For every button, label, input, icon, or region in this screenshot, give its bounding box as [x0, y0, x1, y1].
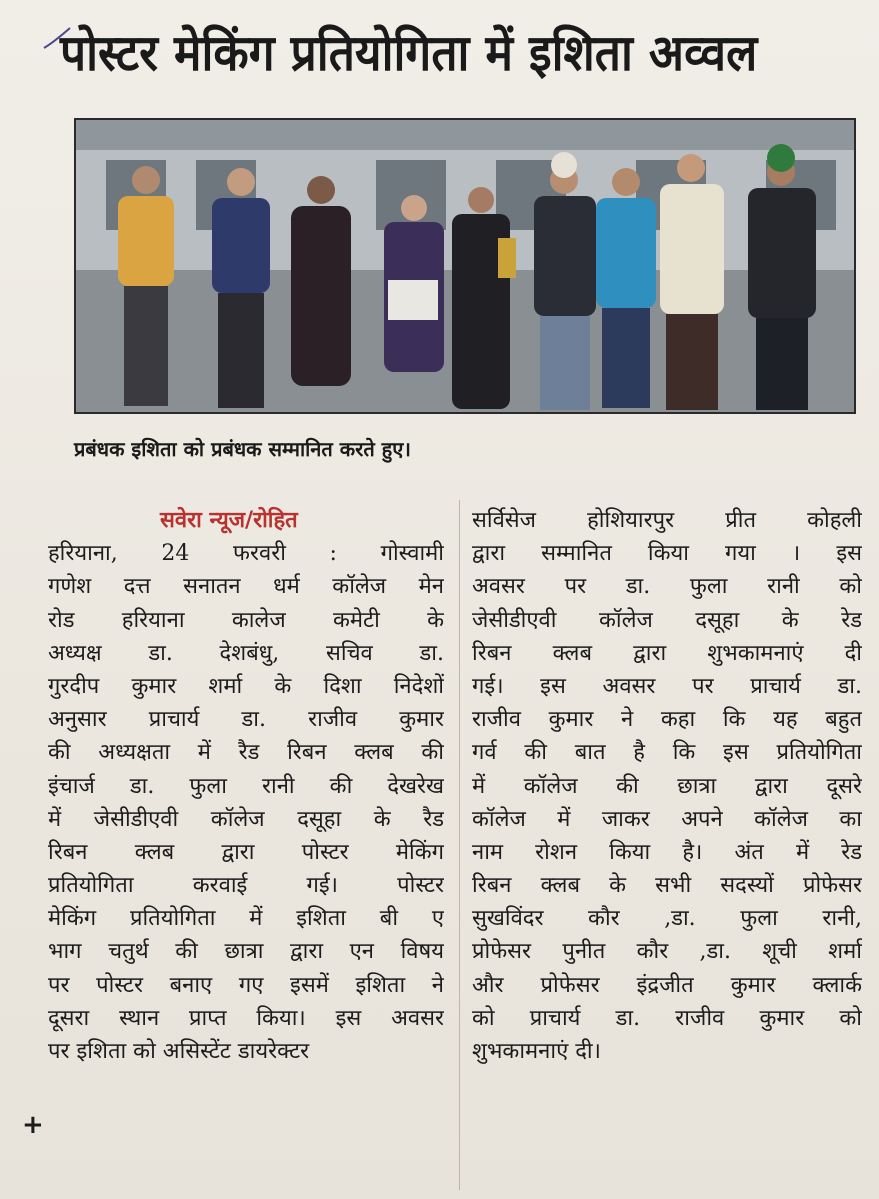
article-line: गई। इस अवसर पर प्राचार्य डा. — [472, 673, 862, 699]
margin-plus-mark: + — [22, 1110, 44, 1140]
article-line: रिबन क्लब के सभी सदस्यों प्रोफेसर — [472, 873, 862, 899]
article-line: को प्राचार्य डा. राजीव कुमार को — [472, 1005, 862, 1031]
article-line: प्रतियोगिता करवाई गई। पोस्टर — [48, 873, 444, 899]
article-line: भाग चतुर्थ की छात्रा द्वारा एन विषय — [48, 939, 444, 965]
article-line: और प्रोफेसर इंद्रजीत कुमार क्लार्क — [472, 972, 862, 998]
article-line: पर इशिता को असिस्टेंट डायरेक्टर — [48, 1039, 310, 1064]
article-line: मेकिंग प्रतियोगिता में इशिता बी ए — [48, 906, 444, 932]
article-line: कॉलेज में जाकर अपने कॉलेज का — [472, 806, 862, 832]
article-line: गणेश दत्त सनातन धर्म कॉलेज मेन — [48, 574, 444, 600]
article-line: सुखविंदर कौर ,डा. फुला रानी, — [472, 906, 862, 932]
article-line: शुभकामनाएं दी। — [472, 1039, 601, 1064]
article-line: रोड हरियाना कालेज कमेटी के — [48, 607, 444, 633]
article-line: अवसर पर डा. फुला रानी को — [472, 574, 862, 600]
article-line: में जेसीडीएवी कॉलेज दसूहा के रैड — [48, 806, 444, 832]
article-line: नाम रोशन किया है। अंत में रेड — [472, 839, 862, 865]
article-line: में कॉलेज की छात्रा द्वारा दूसरे — [472, 773, 862, 799]
column-divider — [459, 500, 460, 1190]
article-line: प्रोफेसर पुनीत कौर ,डा. शूची शर्मा — [472, 939, 862, 965]
group-photo-illustration — [76, 120, 854, 412]
article-line: राजीव कुमार ने कहा कि यह बहुत — [472, 707, 862, 733]
article-line: अनुसार प्राचार्य डा. राजीव कुमार — [48, 707, 444, 733]
article-column-right — [472, 504, 862, 1068]
article-line: की अध्यक्षता में रैड रिबन क्लब की — [48, 740, 444, 766]
article-line: हरियाना, 24 फरवरी : गोस्वामी — [48, 541, 444, 567]
photo-caption: प्रबंधक इशिता को प्रबंधक सम्मानित करते हुए। — [74, 437, 411, 461]
article-line: अध्यक्ष डा. देशबंधु, सचिव डा. — [48, 640, 444, 666]
article-line: गुरदीप कुमार शर्मा के दिशा निदेशों — [48, 673, 444, 699]
article-line: जेसीडीएवी कॉलेज दसूहा के रेड — [472, 607, 862, 633]
article-line: सर्विसेज होशियारपुर प्रीत कोहली — [472, 508, 862, 533]
article-line: गर्व की बात है कि इस प्रतियोगिता — [472, 740, 862, 766]
article-line: इंचार्ज डा. फुला रानी की देखरेख — [48, 773, 444, 799]
article-line: पर पोस्टर बनाए गए इसमें इशिता ने — [48, 972, 444, 998]
article-line: द्वारा सम्मानित किया गया । इस — [472, 541, 862, 567]
headline: पोस्टर मेकिंग प्रतियोगिता में इशिता अव्वल — [60, 24, 758, 82]
article-line: रिबन क्लब द्वारा पोस्टर मेकिंग — [48, 839, 444, 865]
byline: सवेरा न्यूज/रोहित — [160, 508, 298, 533]
article-line: दूसरा स्थान प्राप्त किया। इस अवसर — [48, 1005, 444, 1031]
article-line: रिबन क्लब द्वारा शुभकामनाएं दी — [472, 640, 862, 666]
article-column-left — [48, 504, 444, 1068]
news-photo — [74, 118, 856, 414]
